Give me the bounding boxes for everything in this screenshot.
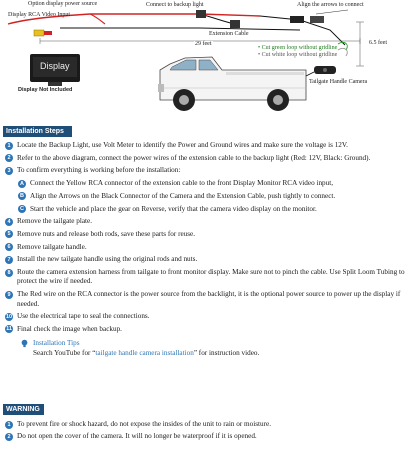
step-10 (3, 312, 413, 321)
tips-post: ” for instruction video. (193, 348, 260, 357)
step-number: 5 (5, 230, 13, 238)
step-text: Refer to the above diagram, connect the power wires of the extension cable to the backup light (Red: 12V, Black: Ground). (17, 153, 371, 162)
label-extension-cable: Extension Cable (209, 31, 249, 37)
tips-pre: Search YouTube for “ (33, 348, 96, 357)
warning-text: Do not open the cover of the camera. It will no longer be waterproof if it is opened. (17, 432, 257, 441)
step-text: Locate the Backup Light, use Volt Meter to identify the Power and Ground wires and make sure the voltage is 12V. (17, 141, 348, 149)
warning-text: To prevent fire or shock hazard, do not expose the insides of the unit to rain or moisture. (17, 420, 271, 428)
label-camera-length: 6.5 feet (369, 40, 387, 46)
warning-2 (3, 432, 413, 441)
step-number: 8 (5, 269, 13, 277)
step-11 (3, 325, 413, 334)
warning-1 (3, 420, 413, 429)
step-text: Route the camera extension harness from tailgate to front monitor display. Make sure not to pinch the cable. Use Split Loom Tubing to protect the wire if needed. (17, 268, 405, 286)
tips-search-link[interactable]: tailgate handle camera installation (95, 348, 194, 357)
step-6 (3, 243, 413, 252)
step-text: Remove the tailgate plate. (17, 217, 93, 226)
label-cut-green: • Cut green loop without gridline (258, 45, 338, 51)
label-display-not-included: Display Not Included (18, 87, 73, 93)
label-connect-backup: Connect to backup light (146, 2, 204, 8)
installation-tips (3, 339, 413, 357)
installation-steps-list (3, 141, 413, 358)
wiring-diagram (0, 0, 416, 122)
step-text: Remove tailgate handle. (17, 242, 87, 251)
warning-number: 1 (5, 421, 13, 429)
substep-text: Connect the Yellow RCA connector of the extension cable to the front Display Monitor RCA video input, (30, 179, 334, 188)
monitor-screen-label: Display (40, 61, 70, 71)
step-number: 3 (5, 167, 13, 175)
step-4 (3, 217, 413, 226)
label-align-arrows: Align the arrows to connect (297, 2, 364, 8)
step-2 (3, 154, 413, 163)
installation-steps-header: Installation Steps (3, 126, 72, 137)
substep-c (3, 205, 413, 214)
lightbulb-icon (20, 339, 29, 348)
step-8 (3, 268, 413, 287)
step-3 (3, 166, 413, 175)
step-number: 6 (5, 243, 13, 251)
label-option-power: Option display power source (28, 1, 98, 7)
label-display-rca: Display RCA Video Input (8, 12, 71, 18)
warning-list (3, 420, 413, 445)
label-cut-white: • Cut white loop without gridline (258, 52, 338, 58)
tips-title: Installation Tips (33, 339, 80, 348)
step-text: Final check the image when backup. (17, 324, 122, 333)
substep-text: Align the Arrows on the Black Connector of the Camera and the Extension Cable, push tightly to connect. (30, 191, 336, 200)
step-number: 11 (6, 326, 12, 333)
step-5 (3, 230, 413, 239)
warning-header: WARNING (3, 404, 44, 415)
step-text: To confirm everything is working before the installation: (17, 166, 181, 175)
step-text: Install the new tailgate handle using the original rods and nuts. (17, 255, 198, 264)
substep-text: Start the vehicle and place the gear on Reverse, verify that the camera video display on the monitor. (30, 204, 317, 213)
substep-letter: A (18, 180, 26, 188)
step-text: Use the electrical tape to seal the connections. (17, 312, 150, 321)
label-cable-length: 29 feet (195, 41, 212, 47)
label-tailgate-camera: Tailgate Handle Camera (309, 79, 368, 85)
step-number: 4 (5, 218, 13, 226)
step-1 (3, 141, 413, 150)
cut-white-text: Cut white loop without gridline (261, 52, 338, 58)
step-number: 2 (5, 154, 13, 162)
tips-body (33, 349, 413, 358)
step-number: 10 (5, 313, 13, 320)
step-number: 9 (5, 291, 13, 299)
step-text: Remove nuts and release both rods, save these parts for reuse. (17, 229, 196, 238)
step-7 (3, 255, 413, 264)
step-number: 7 (5, 256, 13, 264)
step-9 (3, 290, 413, 309)
step-number: 1 (5, 142, 13, 150)
substep-b (3, 192, 413, 201)
substep-letter: B (18, 192, 26, 200)
cut-green-text: Cut green loop without gridline (261, 45, 338, 51)
warning-number: 2 (5, 433, 13, 441)
substep-letter: C (18, 205, 26, 213)
step-text: The Red wire on the RCA connector is the power source from the backlight, it is the optional power source to power up the display if needed. (17, 290, 401, 308)
substep-a (3, 179, 413, 188)
